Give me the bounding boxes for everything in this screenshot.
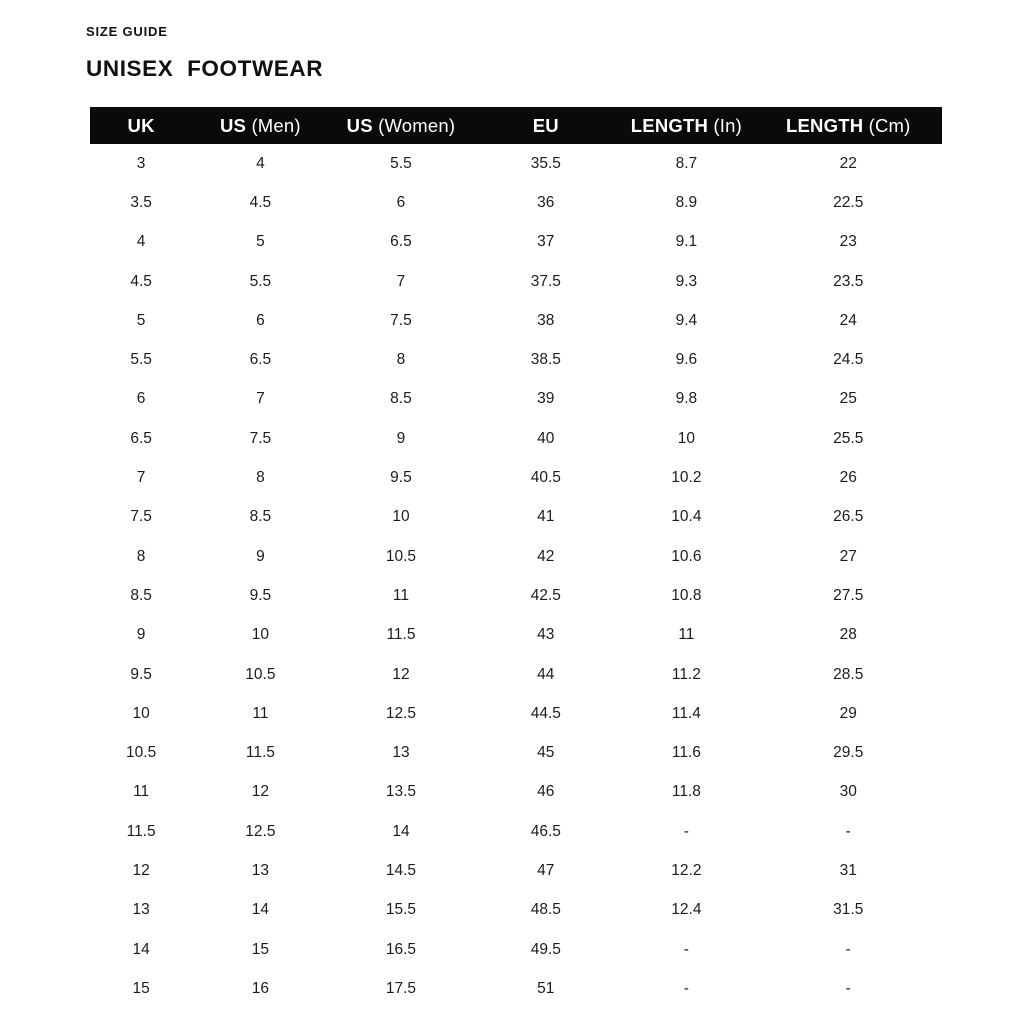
table-cell: 15 xyxy=(251,940,270,958)
table-cell: 6 xyxy=(396,193,406,211)
table-cell: 9.6 xyxy=(675,351,698,369)
table-row xyxy=(90,262,942,301)
table-cell: 11.4 xyxy=(671,704,701,722)
table-cell: 13.5 xyxy=(385,783,417,801)
table-cell: 4.5 xyxy=(130,272,152,290)
table-row xyxy=(90,930,942,969)
table-cell: 9.8 xyxy=(675,390,698,408)
column-header-unit: (In) xyxy=(708,114,742,136)
table-cell: 11.8 xyxy=(671,783,701,801)
table-cell: 13 xyxy=(251,861,270,879)
table-row xyxy=(90,340,942,379)
table-cell: 8.9 xyxy=(675,193,698,211)
table-cell: 4.5 xyxy=(249,193,272,211)
table-row xyxy=(90,812,942,851)
size-table xyxy=(90,107,942,1009)
table-cell: 9.4 xyxy=(675,311,698,329)
table-cell: 10 xyxy=(251,626,270,644)
table-cell: 10.5 xyxy=(245,665,276,683)
table-cell: 9 xyxy=(136,626,146,644)
table-cell: 14 xyxy=(251,901,270,919)
size-table-body xyxy=(90,144,942,1009)
table-cell: 13 xyxy=(392,744,410,762)
table-cell: 49.5 xyxy=(530,940,561,958)
table-cell: 35.5 xyxy=(530,154,561,172)
table-cell: 10.5 xyxy=(126,744,157,762)
table-cell: 47 xyxy=(537,861,555,879)
table-row xyxy=(90,616,942,655)
column-header-label: EU xyxy=(532,114,559,136)
table-cell: 25.5 xyxy=(833,429,864,447)
table-cell: 5.5 xyxy=(130,351,152,369)
table-cell: 10 xyxy=(132,704,150,722)
table-cell: 10.4 xyxy=(671,508,702,526)
table-cell: 10.2 xyxy=(671,469,702,487)
table-row xyxy=(90,458,942,497)
table-row xyxy=(90,655,942,694)
column-header xyxy=(192,107,328,144)
table-cell: 8 xyxy=(396,351,406,369)
table-cell: 31.5 xyxy=(833,901,864,919)
table-cell: 11 xyxy=(252,704,269,722)
column-header-label: US xyxy=(346,114,373,136)
table-cell: 8.5 xyxy=(130,586,152,604)
table-cell: 12 xyxy=(251,783,270,801)
table-cell: 48.5 xyxy=(530,901,561,919)
table-cell: 14 xyxy=(392,822,410,840)
table-row xyxy=(90,183,942,222)
table-cell: 10.8 xyxy=(671,586,702,604)
size-guide-label: SIZE GUIDE xyxy=(86,24,168,39)
table-cell: 15.5 xyxy=(385,901,417,919)
table-cell: 42 xyxy=(537,547,555,565)
table-cell: 9 xyxy=(256,547,265,565)
table-cell: 9.5 xyxy=(249,586,272,604)
table-row xyxy=(90,694,942,733)
table-cell: 28.5 xyxy=(833,665,864,683)
table-row xyxy=(90,733,942,772)
table-cell: 5.5 xyxy=(390,154,412,172)
table-cell: 37.5 xyxy=(530,272,561,290)
column-header xyxy=(329,107,474,144)
table-cell: 29.5 xyxy=(833,744,864,762)
table-cell: 7 xyxy=(136,469,146,487)
table-cell: 11 xyxy=(392,586,409,604)
table-cell: 43 xyxy=(537,626,555,644)
table-cell: 42.5 xyxy=(530,586,561,604)
table-cell: 8 xyxy=(256,469,265,487)
table-cell: 22 xyxy=(839,154,857,172)
table-cell: - xyxy=(845,822,851,840)
column-header xyxy=(473,107,618,144)
table-cell: 3.5 xyxy=(130,193,152,211)
table-cell: 24 xyxy=(839,311,857,329)
table-cell: 30 xyxy=(839,783,857,801)
table-cell: 9 xyxy=(396,429,406,447)
table-cell: 25 xyxy=(839,390,857,408)
table-cell: 23.5 xyxy=(833,272,864,290)
column-header-unit: (Cm) xyxy=(863,114,911,136)
size-table-head xyxy=(90,107,942,144)
column-header xyxy=(618,107,754,144)
table-cell: 6.5 xyxy=(130,429,152,447)
column-header-label: UK xyxy=(127,114,155,136)
table-cell: 5.5 xyxy=(249,272,272,290)
table-cell: 11.2 xyxy=(671,665,701,683)
table-cell: 14.5 xyxy=(385,861,417,879)
table-cell: 46 xyxy=(537,783,555,801)
table-cell: 10 xyxy=(392,508,410,526)
table-cell: 12 xyxy=(392,665,410,683)
table-cell: 26.5 xyxy=(833,508,864,526)
table-cell: 22.5 xyxy=(833,193,864,211)
table-cell: 7 xyxy=(256,390,265,408)
table-cell: 17.5 xyxy=(385,979,417,997)
table-cell: - xyxy=(683,822,689,840)
table-cell: 9.1 xyxy=(675,233,698,251)
table-cell: 29 xyxy=(839,704,857,722)
table-cell: 6 xyxy=(136,390,146,408)
table-cell: 16.5 xyxy=(385,940,417,958)
table-cell: 11 xyxy=(133,783,150,801)
column-header-label: LENGTH xyxy=(786,114,864,136)
table-cell: 26 xyxy=(839,469,857,487)
table-cell: 6.5 xyxy=(390,233,412,251)
table-cell: 11.5 xyxy=(386,626,416,644)
table-row xyxy=(90,773,942,812)
header-row xyxy=(90,107,942,144)
table-cell: 10.5 xyxy=(385,547,417,565)
table-cell: 40 xyxy=(537,429,555,447)
table-row xyxy=(90,851,942,890)
table-cell: 44 xyxy=(537,665,555,683)
column-header-unit: (Men) xyxy=(246,114,301,136)
table-row xyxy=(90,419,942,458)
table-cell: 3 xyxy=(136,154,146,172)
table-cell: 5 xyxy=(136,311,146,329)
table-cell: 11.5 xyxy=(126,822,156,840)
table-cell: 9.5 xyxy=(130,665,152,683)
table-cell: 13 xyxy=(132,901,150,919)
table-cell: 12.5 xyxy=(385,704,417,722)
table-cell: 9.5 xyxy=(390,469,412,487)
table-cell: 10 xyxy=(677,429,695,447)
table-row xyxy=(90,301,942,340)
table-cell: - xyxy=(683,979,689,997)
table-cell: 7.5 xyxy=(390,311,412,329)
table-cell: - xyxy=(683,940,689,958)
table-cell: 45 xyxy=(537,744,555,762)
table-cell: - xyxy=(845,979,851,997)
column-header xyxy=(755,107,942,144)
page-title: UNISEX FOOTWEAR xyxy=(86,56,324,81)
table-row xyxy=(90,498,942,537)
table-cell: 46.5 xyxy=(530,822,561,840)
column-header-unit: (Women) xyxy=(372,114,456,136)
column-header-label: US xyxy=(220,114,247,136)
table-cell: 9.3 xyxy=(675,272,698,290)
table-cell: 6 xyxy=(256,311,265,329)
table-cell: 12.2 xyxy=(671,861,702,879)
table-cell: 28 xyxy=(839,626,857,644)
table-cell: 39 xyxy=(537,390,555,408)
table-row xyxy=(90,537,942,576)
table-cell: 11 xyxy=(678,626,695,644)
table-cell: 24.5 xyxy=(833,351,864,369)
table-cell: 4 xyxy=(136,233,146,251)
table-cell: 27.5 xyxy=(833,586,864,604)
table-cell: 38.5 xyxy=(530,351,561,369)
table-row xyxy=(90,891,942,930)
table-cell: 7 xyxy=(396,272,406,290)
table-cell: 7.5 xyxy=(130,508,152,526)
table-row xyxy=(90,223,942,262)
table-cell: 11.5 xyxy=(245,744,275,762)
table-cell: 7.5 xyxy=(249,429,272,447)
table-cell: 41 xyxy=(537,508,555,526)
table-cell: 23 xyxy=(839,233,857,251)
table-cell: 37 xyxy=(537,233,555,251)
table-row xyxy=(90,576,942,615)
column-header xyxy=(90,107,192,144)
table-row xyxy=(90,969,942,1008)
table-cell: 51 xyxy=(537,979,555,997)
table-row xyxy=(90,380,942,419)
table-cell: 11.6 xyxy=(671,744,701,762)
table-cell: 8.5 xyxy=(249,508,272,526)
table-cell: 16 xyxy=(251,979,270,997)
table-cell: - xyxy=(845,940,851,958)
table-cell: 38 xyxy=(537,311,555,329)
table-cell: 8.5 xyxy=(390,390,412,408)
table-cell: 31 xyxy=(839,861,857,879)
table-cell: 27 xyxy=(839,547,857,565)
table-cell: 12.5 xyxy=(245,822,276,840)
table-row xyxy=(90,144,942,183)
table-cell: 5 xyxy=(256,233,265,251)
table-cell: 36 xyxy=(537,193,555,211)
table-cell: 44.5 xyxy=(530,704,561,722)
table-cell: 8 xyxy=(136,547,146,565)
table-cell: 10.6 xyxy=(671,547,702,565)
column-header-label: LENGTH xyxy=(630,114,709,136)
table-cell: 12 xyxy=(132,861,150,879)
table-cell: 6.5 xyxy=(249,351,272,369)
table-cell: 40.5 xyxy=(530,469,561,487)
table-cell: 15 xyxy=(132,979,150,997)
table-cell: 14 xyxy=(132,940,150,958)
table-cell: 12.4 xyxy=(671,901,702,919)
table-cell: 4 xyxy=(256,154,265,172)
table-cell: 8.7 xyxy=(675,154,698,172)
